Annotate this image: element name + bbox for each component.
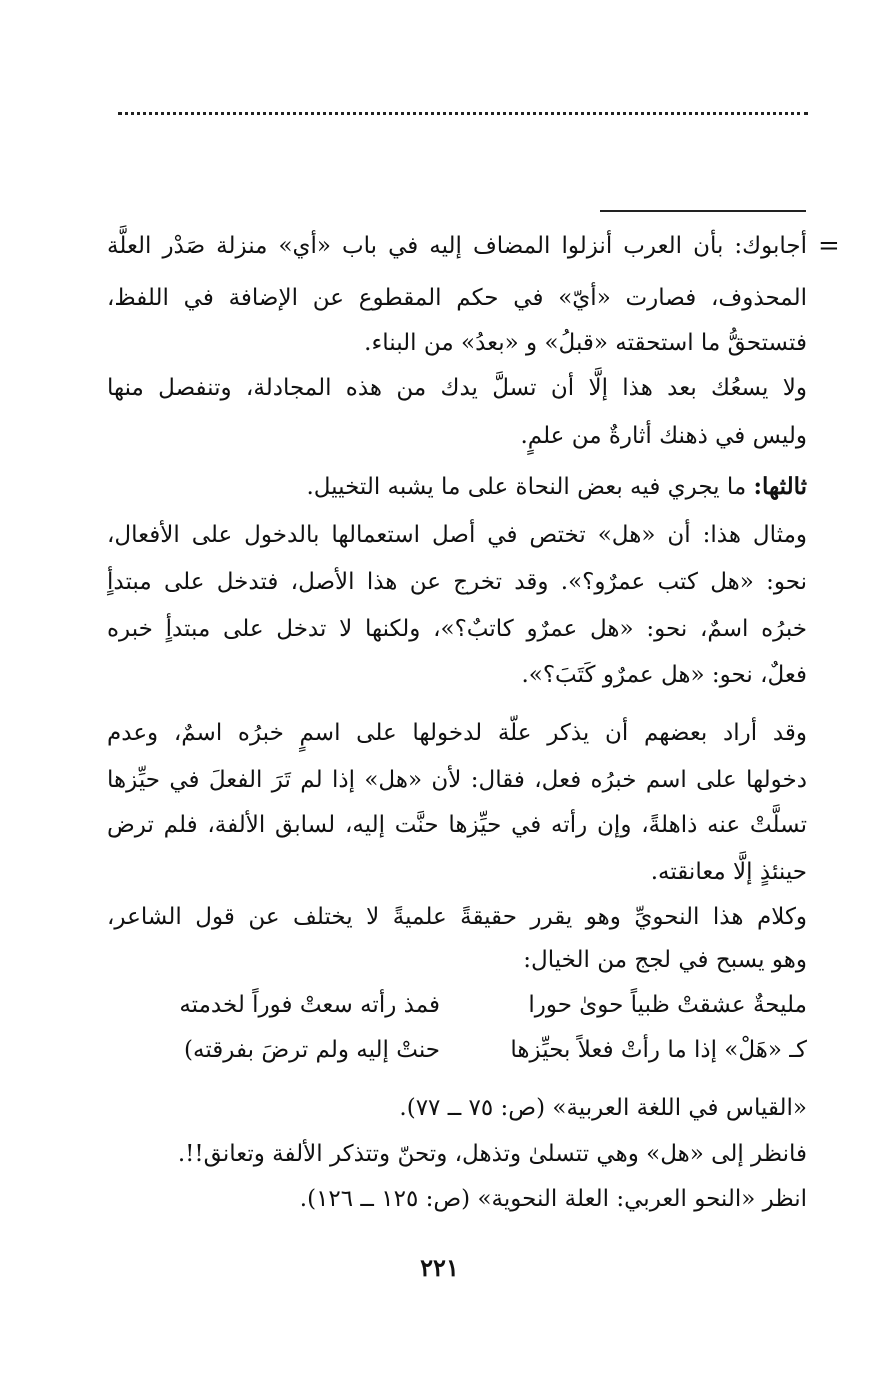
paragraph-line: وكلام هذا النحويِّ وهو يقرر حقيقةً علميةً لا يختلف عن قول الشاعر، xyxy=(107,904,807,930)
footnote-line: ولا يسعُك بعد هذا إلَّا أن تسلَّ يدك من هذه المجادلة، وتنفصل منها xyxy=(107,375,807,401)
paragraph-line: تسلَّتْ عنه ذاهلةً، وإن رأته في حيِّزها حنَّت إليه، لسابق الألفة، فلم ترض xyxy=(107,812,807,838)
note-line: فانظر إلى «هل» وهي تتسلىٰ وتذهل، وتحنّ وتتذكر الألفة وتعانق!!. xyxy=(177,1141,807,1167)
paragraph-line: نحو: «هل كتب عمرٌو؟». وقد تخرج عن هذا الأصل، فتدخل على مبتدأٍ xyxy=(107,569,807,595)
footnote-line: المحذوف، فصارت «أيّ» في حكم المقطوع عن الإضافة في اللفظ، xyxy=(107,285,807,311)
verse-second-hemistich: حنتْ إليه ولم ترضَ بفرقته) xyxy=(184,1037,440,1063)
third-point-line xyxy=(107,472,807,502)
footnote-line: فتستحقُّ ما استحقته «قبلُ» و «بعدُ» من البناء. xyxy=(364,330,807,356)
paragraph-line: ومثال هذا: أن «هل» تختص في أصل استعمالها بالدخول على الأفعال، xyxy=(107,522,807,548)
page-number: ٢٢١ xyxy=(420,1253,459,1282)
verse-second-hemistich: فمذ رأته سعتْ فوراً لخدمته xyxy=(179,992,440,1018)
footnote-line: وليس في ذهنك أثارةٌ من علمٍ. xyxy=(520,423,807,449)
note-line: انظر «النحو العربي: العلة النحوية» (ص: ١٢٥ ــ ١٢٦). xyxy=(299,1186,807,1212)
paragraph-line: حينئذٍ إلَّا معانقته. xyxy=(650,859,807,885)
footnote-continuation-marker: = xyxy=(818,231,840,261)
paragraph-line: وقد أراد بعضهم أن يذكر علّة لدخولها على اسمٍ خبرُه اسمٌ، وعدم xyxy=(107,720,807,746)
verse-first-hemistich: كـ «هَلْ» إذا ما رأتْ فعلاً بحيِّزها xyxy=(510,1037,807,1063)
footnote-rule xyxy=(600,210,806,212)
dotted-separator xyxy=(118,112,808,115)
third-point-label: ثالثها: xyxy=(753,473,807,500)
paragraph-line: خبرُه اسمٌ، نحو: «هل عمرٌو كاتبٌ؟»، ولكنها لا تدخل على مبتدأٍ خبره xyxy=(107,616,807,642)
paragraph-line: فعلٌ، نحو: «هل عمرٌو كَتَبَ؟». xyxy=(521,662,807,688)
footnote-line: أجابوك: بأن العرب أنزلوا المضاف إليه في باب «أي» منزلة صَدْر العلَّة xyxy=(107,233,807,259)
third-point-text: ما يجري فيه بعض النحاة على ما يشبه التخييل. xyxy=(306,474,747,500)
note-line: «القياس في اللغة العربية» (ص: ٧٥ ــ ٧٧). xyxy=(399,1095,807,1121)
paragraph-line: دخولها على اسم خبرُه فعل، فقال: لأن «هل» إذا لم تَرَ الفعلَ في حيِّزها xyxy=(107,767,807,793)
paragraph-line: وهو يسبح في لجج من الخيال: xyxy=(523,947,807,973)
verse-first-hemistich: مليحةٌ عشقتْ ظبياً حوىٰ حورا xyxy=(528,992,807,1018)
